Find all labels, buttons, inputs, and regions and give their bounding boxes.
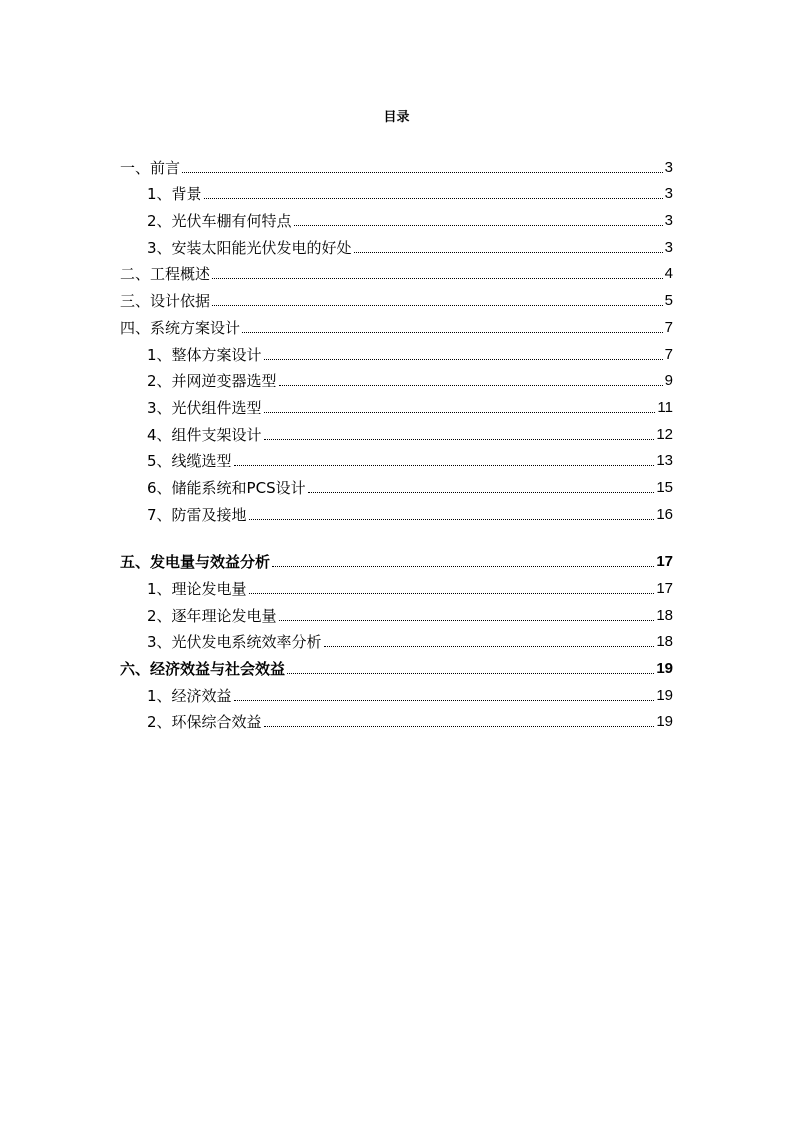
- toc-title: 目录: [383, 110, 410, 125]
- toc-dot-leader: [212, 305, 663, 306]
- toc-entry-13[interactable]: [120, 471, 673, 498]
- toc-page-number: 9: [664, 372, 673, 390]
- toc-dot-leader: [287, 673, 654, 674]
- toc-page-number: 3: [664, 212, 673, 230]
- toc-entry-2[interactable]: [120, 178, 673, 205]
- toc-entry-text: 四、系统方案设计: [120, 318, 241, 337]
- toc-dot-leader: [242, 332, 663, 333]
- toc-entry-text: 3、安装太阳能光伏发电的好处: [147, 238, 352, 257]
- toc-page-number: 4: [664, 265, 673, 283]
- toc-entry-7[interactable]: [120, 311, 673, 338]
- toc-page-number: 7: [664, 345, 673, 363]
- toc-entry-text: 6、储能系统和PCS设计: [147, 478, 306, 497]
- toc-page-number: 18: [656, 633, 673, 651]
- toc-entry-6[interactable]: [120, 284, 673, 311]
- toc-dot-leader: [249, 519, 655, 520]
- toc-dot-leader: [182, 172, 663, 173]
- toc-dot-leader: [264, 412, 656, 413]
- toc-entry-text: 4、组件支架设计: [147, 425, 262, 444]
- toc-entry-1[interactable]: [120, 151, 673, 178]
- toc-entry-text: 1、整体方案设计: [147, 345, 262, 364]
- toc-page-number: 19: [656, 660, 673, 678]
- toc-page-number: 3: [664, 238, 673, 256]
- toc-page-number: 17: [656, 580, 673, 597]
- toc-dot-leader: [234, 700, 655, 701]
- toc-entry-text: 3、光伏组件选型: [147, 398, 262, 417]
- toc-dot-leader: [249, 593, 655, 594]
- toc-dot-leader: [234, 465, 655, 466]
- toc-page-number: 3: [664, 158, 673, 176]
- toc-entry-text: 三、设计依据: [120, 292, 211, 311]
- toc-entry-15[interactable]: [120, 546, 673, 573]
- toc-page-number: 3: [664, 185, 673, 203]
- toc-entry-text: 1、背景: [147, 185, 202, 204]
- toc-entry-3[interactable]: [120, 204, 673, 231]
- toc-entry-text: 二、工程概述: [120, 265, 211, 284]
- toc-entry-10[interactable]: [120, 391, 673, 418]
- toc-dot-leader: [279, 385, 663, 386]
- toc-entry-9[interactable]: [120, 365, 673, 392]
- toc-entry-text: 5、线缆选型: [147, 452, 232, 471]
- toc-page-number: 19: [656, 713, 673, 731]
- toc-page-number: 13: [656, 452, 673, 470]
- toc-dot-leader: [204, 198, 663, 199]
- toc-page-number: 15: [656, 478, 673, 496]
- toc-entry-text: 7、防雷及接地: [147, 505, 247, 524]
- toc-dot-leader: [354, 252, 663, 253]
- toc-entry-20[interactable]: [120, 679, 673, 706]
- toc-entry-17[interactable]: [120, 599, 673, 626]
- toc-page-number: 5: [664, 292, 673, 310]
- toc-dot-leader: [272, 566, 654, 567]
- toc-dot-leader: [308, 492, 655, 493]
- toc-page-number: 18: [656, 606, 673, 624]
- toc-page-number: 12: [656, 425, 673, 443]
- toc-dot-leader: [324, 646, 655, 647]
- toc-entry-text: 1、理论发电量: [147, 580, 247, 598]
- toc-entry-8[interactable]: [120, 338, 673, 365]
- toc-dot-leader: [264, 726, 655, 727]
- toc-entry-text: 五、发电量与效益分析: [120, 553, 271, 572]
- toc-dot-leader: [264, 359, 663, 360]
- toc-page-number: 11: [657, 398, 673, 416]
- toc-entry-text: 2、逐年理论发电量: [147, 606, 277, 625]
- toc-entry-18[interactable]: [120, 626, 673, 653]
- toc-entry-19[interactable]: [120, 652, 673, 679]
- toc-entry-4[interactable]: [120, 231, 673, 258]
- toc-entry-14[interactable]: [120, 498, 673, 525]
- toc-entry-16[interactable]: [120, 572, 673, 599]
- toc-entry-text: 六、经济效益与社会效益: [120, 660, 286, 679]
- toc-entry-text: 2、光伏车棚有何特点: [147, 212, 292, 231]
- toc-entry-text: 3、光伏发电系统效率分析: [147, 633, 322, 652]
- toc-dot-leader: [294, 225, 663, 226]
- toc-entry-5[interactable]: [120, 258, 673, 285]
- toc-entry-text: 2、环保综合效益: [147, 713, 262, 732]
- toc-page-number: 7: [664, 318, 673, 336]
- toc-entry-11[interactable]: [120, 418, 673, 445]
- toc-entry-text: 一、前言: [120, 158, 181, 177]
- toc-page-number: 16: [656, 505, 673, 523]
- table-of-contents: [120, 151, 673, 732]
- toc-dot-leader: [279, 620, 655, 621]
- toc-dot-leader: [264, 439, 655, 440]
- toc-page-number: 17: [656, 553, 673, 571]
- toc-dot-leader: [212, 278, 663, 279]
- toc-entry-21[interactable]: [120, 706, 673, 733]
- toc-entry-text: 1、经济效益: [147, 686, 232, 705]
- toc-page-number: 19: [656, 686, 673, 704]
- toc-entry-text: 2、并网逆变器选型: [147, 372, 277, 391]
- toc-entry-12[interactable]: [120, 445, 673, 472]
